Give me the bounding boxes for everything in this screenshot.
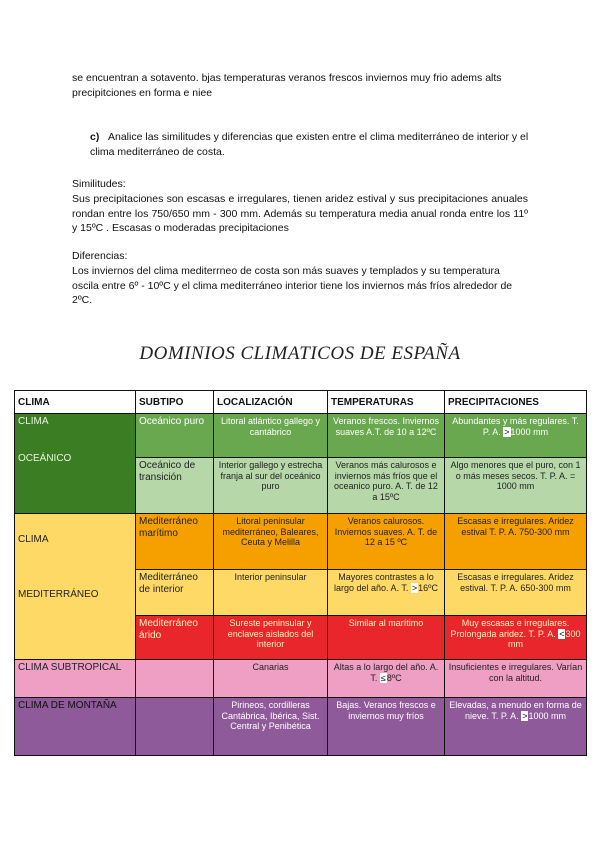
question-text: Analice las similitudes y diferencias que existen entre el clima mediterráneo de interior y el clima mediterráneo de costa.: [90, 131, 529, 158]
temperatura-cell: Similar al marítimo: [328, 616, 445, 660]
temperatura-cell: Veranos más calurosos e inviernos más fríos que el oceanico puro. A. T. de 12 a 15ºC: [328, 458, 445, 514]
symbol-highlight: >: [411, 582, 418, 593]
precipitacion-cell: Algo menores que el puro, con 1 o más meses secos. T. P. A. = 1000 mm: [445, 458, 587, 514]
subtipo-cell: Oceánico puro: [136, 414, 214, 458]
localizacion-cell: Interior gallego y estrecha franja al sur del oceánico puro: [214, 458, 328, 514]
subtipo-cell: Oceánico de transición: [136, 458, 214, 514]
header-subtipo: SUBTIPO: [136, 391, 214, 414]
header-clima: CLIMA: [15, 391, 136, 414]
question-c: [90, 130, 530, 159]
similitudes-title: Similitudes:: [72, 178, 126, 190]
prec-value: 1000 mm: [510, 426, 549, 437]
table-row: [15, 660, 587, 698]
clima-subtropical-cell: CLIMA SUBTROPICAL: [15, 660, 136, 698]
symbol-highlight: ≤: [380, 672, 386, 683]
table-row: [15, 414, 587, 458]
clima-label: CLIMA: [18, 416, 49, 427]
table-row: [15, 514, 587, 570]
temperatura-cell: [328, 660, 445, 698]
temperatura-cell: Veranos calurosos. Inviernos suaves. A. T. de 12 a 15 ºC: [328, 514, 445, 570]
subtipo-cell: Mediterráneo marítimo: [136, 514, 214, 570]
header-localizacion: LOCALIZACIÓN: [214, 391, 328, 414]
temp-text: Altas a lo largo del año. A. T.: [333, 662, 439, 683]
temp-value: 8ºC: [386, 672, 402, 683]
prec-value: 300 mm: [508, 628, 581, 649]
similitudes-body: Sus precipitaciones son escasas e irregulares, tienen aridez estival y sus precipitaciones anuales rondan entre los 750/650 mm - 300 mm. Además su temperatura media anual ronda entre los 11º y 15ºC . Escasas o moderadas precipitaciones: [72, 193, 528, 234]
prec-text: Elevadas, a menudo en forma de nieve. T. P. A.: [449, 700, 582, 721]
clima-label: CLIMA: [18, 534, 49, 545]
localizacion-cell: Litoral peninsular mediterráneo, Baleares, Ceuta y Melilla: [214, 514, 328, 570]
clima-oceanico-cell: [15, 414, 136, 514]
header-temperaturas: TEMPERATURAS: [328, 391, 445, 414]
clima-mediterraneo-cell: [15, 514, 136, 660]
localizacion-cell: Pirineos, cordilleras Cantábrica, Ibérica, Sist. Central y Penibética: [214, 698, 328, 756]
intro-paragraph: se encuentran a sotavento. bjas temperaturas veranos frescos inviernos muy frio adems alts precipitciones en forma e niee: [72, 72, 502, 99]
precipitacion-cell: Escasas e irregulares. Aridez estival. T. P. A. 650-300 mm: [445, 570, 587, 616]
precipitacion-cell: Insuficientes e irregulares. Varían con la altitud.: [445, 660, 587, 698]
temp-text: Mayores contrastes a lo largo del año. A. T.: [334, 572, 434, 593]
temperatura-cell: [328, 570, 445, 616]
symbol-highlight: >: [504, 426, 510, 437]
table-row: [15, 698, 587, 756]
localizacion-cell: Canarias: [214, 660, 328, 698]
clima-montana-cell: CLIMA DE MONTAÑA: [15, 698, 136, 756]
temperatura-cell: Bajas. Veranos frescos e inviernos muy fríos: [328, 698, 445, 756]
subtipo-cell: Mediterráneo árido: [136, 616, 214, 660]
precipitacion-cell: [445, 414, 587, 458]
prec-value: 1000 mm: [528, 710, 566, 721]
temperatura-cell: Veranos frescos. Inviernos suaves A.T. de 10 a 12ºC: [328, 414, 445, 458]
climate-table: [14, 390, 587, 756]
precipitacion-cell: [445, 698, 587, 756]
table-header-row: [15, 391, 587, 414]
header-precipitaciones: PRECIPITACIONES: [445, 391, 587, 414]
subtipo-cell: [136, 698, 214, 756]
diferencias-body: Los inviernos del clima mediterrneo de costa son más suaves y templados y su temperatura oscila entre 6º - 10ºC y el clima mediterráneo interior tiene los inviernos más fríos alrededor de 2ºC.: [72, 265, 513, 306]
question-label: c): [90, 131, 100, 143]
table-heading: DOMINIOS CLIMATICOS DE ESPAÑA: [139, 343, 461, 364]
precipitacion-cell: [445, 616, 587, 660]
symbol-highlight: >: [522, 710, 528, 721]
subtipo-cell: [136, 660, 214, 698]
precipitacion-cell: Escasas e irregulares. Aridez estival T. P. A. 750-300 mm: [445, 514, 587, 570]
clima-name: MEDITERRÁNEO: [18, 589, 99, 600]
clima-name: OCEÁNICO: [18, 453, 72, 464]
localizacion-cell: Litoral atlántico gallego y cantábrico: [214, 414, 328, 458]
prec-text: Abundantes y más regulares. T. P. A.: [452, 416, 579, 437]
prec-text: Muy escasas e irregulares. Prolongada aridez. T. P. A.: [450, 618, 570, 639]
symbol-highlight: <: [559, 628, 565, 639]
diferencias-title: Diferencias:: [72, 250, 128, 262]
localizacion-cell: Sureste peninsular y enclaves aislados del interior: [214, 616, 328, 660]
localizacion-cell: Interior peninsular: [214, 570, 328, 616]
temp-value: 16ºC: [418, 582, 438, 593]
subtipo-cell: Mediterráneo de interior: [136, 570, 214, 616]
